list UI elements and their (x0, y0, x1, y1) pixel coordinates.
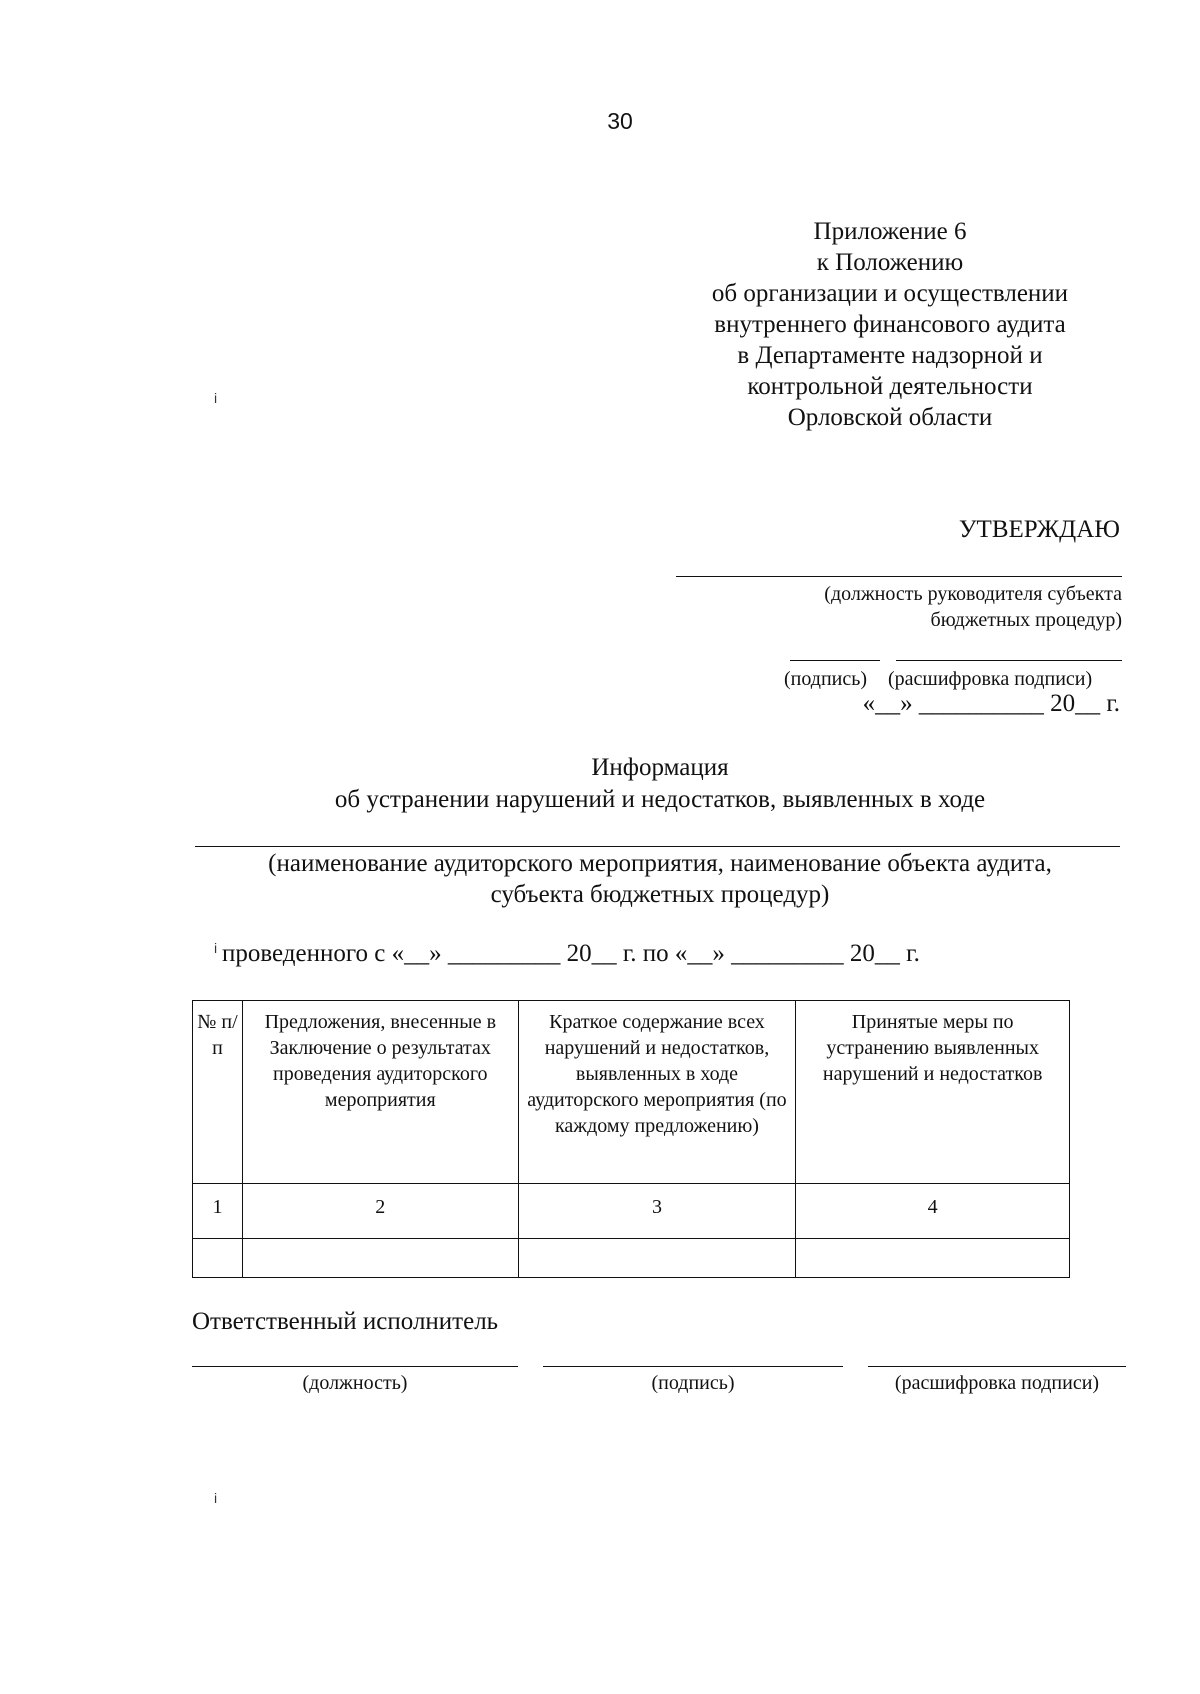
empty-cell (796, 1239, 1070, 1278)
scan-speck: i (214, 390, 218, 406)
header-cell-measures: Принятые меры по устранению выявленных нарушений и недостатков (796, 1001, 1070, 1184)
table-row (193, 1184, 1070, 1239)
info-title (190, 752, 1130, 816)
appendix-line: контрольной деятельности (747, 373, 1033, 400)
column-number-cell: 2 (242, 1184, 518, 1239)
header-cell-violations: Краткое содержание всех нарушений и недостатков, выявленных в ходе аудиторского мероприятия (по каждому предложению) (518, 1001, 796, 1184)
approval-signature-line (790, 660, 880, 661)
info-heading: Информация (591, 754, 729, 781)
subject-line (195, 846, 1120, 847)
scan-speck: i (214, 940, 218, 956)
approval-signature-caption: (подпись) (784, 668, 868, 690)
appendix-line: об организации и осуществлении (711, 280, 1069, 307)
empty-cell (242, 1239, 518, 1278)
approval-title: УТВЕРЖДАЮ (958, 516, 1120, 543)
position-line (676, 576, 1122, 577)
appendix-line: Орловской области (787, 404, 993, 431)
appendix-line: внутреннего финансового аудита (714, 311, 1066, 338)
appendix-line: к Положению (816, 249, 964, 276)
period-line: проведенного с «__» _________ 20__ г. по «__» _________ 20__ г. (222, 940, 920, 967)
approval-date: «__» __________ 20__ г. (862, 690, 1120, 717)
table-row (193, 1239, 1070, 1278)
approval-name-line (896, 660, 1122, 661)
empty-cell (193, 1239, 243, 1278)
subject-caption-line2: субъекта бюджетных процедур) (490, 881, 830, 908)
table-header-row (193, 1001, 1070, 1184)
column-number-cell: 3 (518, 1184, 796, 1239)
executor-title: Ответственный исполнитель (192, 1308, 499, 1335)
executor-name-caption: (расшифровка подписи) (894, 1372, 1100, 1394)
executor-position-caption: (должность) (302, 1372, 408, 1394)
info-subtitle: об устранении нарушений и недостатков, выявленных в ходе (334, 786, 986, 813)
column-number-cell: 4 (796, 1184, 1070, 1239)
empty-cell (518, 1239, 796, 1278)
executor-signature-caption: (подпись) (651, 1372, 735, 1394)
approval-name-caption: (расшифровка подписи) (888, 668, 1093, 690)
page-number: 30 (607, 108, 633, 134)
column-number-cell: 1 (193, 1184, 243, 1239)
executor-name-line (868, 1366, 1126, 1367)
position-caption-line1: (должность руководителя субъекта (824, 583, 1122, 605)
appendix-reference (660, 216, 1120, 433)
subject-caption-line1: (наименование аудиторского мероприятия, наименование объекта аудита, (268, 850, 1052, 877)
subject-caption (190, 848, 1130, 910)
scan-speck: i (214, 1490, 218, 1506)
report-table (192, 1000, 1070, 1278)
header-cell-proposals: Предложения, внесенные в Заключение о результатах проведения аудиторского мероприятия (242, 1001, 518, 1184)
appendix-line: в Департаменте надзорной и (737, 342, 1043, 369)
executor-signature-line (543, 1366, 843, 1367)
position-caption-line2: бюджетных процедур) (930, 609, 1122, 631)
appendix-line: Приложение 6 (813, 218, 967, 245)
header-cell-number: № п/п (193, 1001, 243, 1184)
executor-position-line (192, 1366, 518, 1367)
